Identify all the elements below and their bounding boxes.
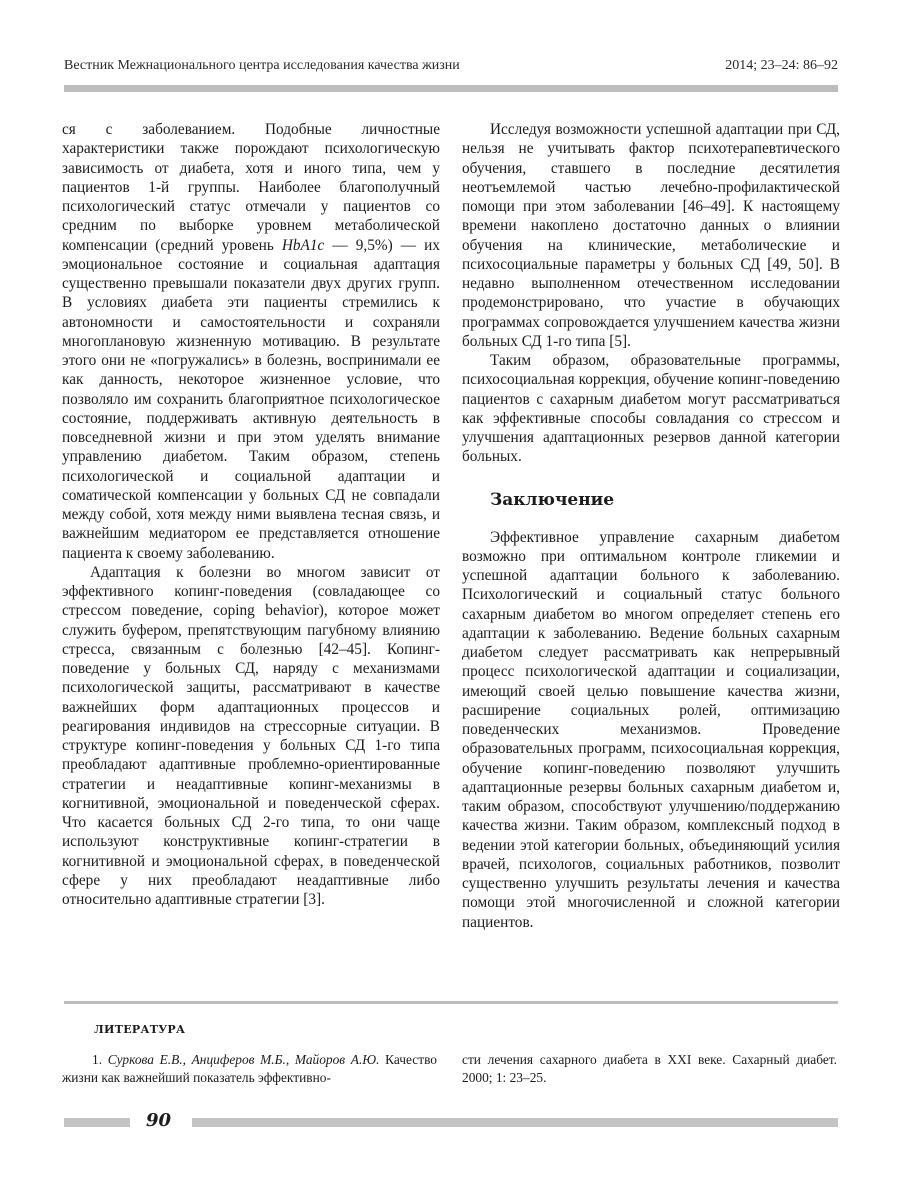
- reference-1-authors: Суркова Е.В., Анциферов М.Б., Майоров А.Ю.: [107, 1052, 380, 1067]
- conclusion-paragraph: Эффективное управление сахарным диабетом возможно при оптимальном контроле гликемии и успешной адаптации больного к заболеванию. Психологический и социальный статус больного сахарным диабетом во многом определяет степень его адаптации к заболеванию. Ведение больных сахарным диабетом следует рассматривать как непрерывный процесс психологической адаптации и социализации, имеющий своей целью повышение качества жизни, расширение социальных ролей, оптимизацию поведенческих механизмов. Проведение образовательных программ, психосоциальная коррекция, обучение копинг-поведению позволяют улучшить адаптационные резервы больных сахарным диабетом и, таким образом, способствуют улучшению/поддержанию качества жизни. Таким образом, комплексный подход в ведении этой категории больных, объединяющий усилия врачей, психологов, социальных работников, позволит существенно улучшить результаты лечения и качества помощи этой многочисленной и сложной категории пациентов.: [462, 528, 840, 931]
- issue-reference: 2014; 23–24: 86–92: [725, 58, 838, 73]
- footer-bar-left: [64, 1118, 130, 1127]
- reference-1: [62, 1051, 437, 1087]
- right-paragraph-1: Исследуя возможности успешной адаптации при СД, нельзя не учитывать фактор психотерапевтического обучения, ставшего в последние десятилетия неотъемлемой частью лечебно-профилактической помощи при этом заболевании [46–49]. К настоящему времени накоплено достаточно данных о влиянии обучения на клинические, метаболические и психосоциальные параметры у больных СД [49, 50]. В недавно выполненном отечественном исследовании продемонстрировано, что участие в обучающих программах сопровождается улучшением качества жизни больных СД 1-го типа [5].: [462, 121, 840, 350]
- references-title: ЛИТЕРАТУРА: [94, 1023, 186, 1036]
- conclusion-heading: Заключение: [490, 489, 615, 510]
- reference-1-number: 1.: [92, 1052, 108, 1067]
- right-column: [462, 120, 840, 932]
- journal-title: Вестник Межнационального центра исследования качества жизни: [64, 58, 460, 73]
- reference-1-continued: сти лечения сахарного диабета в XXI веке. Сахарный диабет. 2000; 1: 23–25.: [462, 1052, 837, 1085]
- references-left-column: [62, 1051, 437, 1087]
- header-rule: [64, 85, 838, 92]
- running-header: [64, 58, 838, 80]
- right-paragraph-2: Таким образом, образовательные программы, психосоциальная коррекция, обучение копинг-поведению пациентов с сахарным диабетом могут рассматриваться как эффективные способы совладания со стрессом и улучшения адаптационных резервов данной категории больных.: [462, 352, 840, 466]
- left-paragraph-1-text-b: — 9,5%) — их эмоциональное состояние и социальная адаптация существенно превышали показатели двух других групп. В условиях диабета эти пациенты стремились к автономности и самостоятельности и сохраняли многоплановую жизненную мотивацию. В результате этого они не «погружались» в болезнь, воспринимали ее как данность, некоторое жизненное условие, что позволяло им сохранить благоприятное психологическое состояние, поддерживать активную деятельность в повседневной жизни и при этом уделять внимание управлению диабетом. Таким образом, степень психологической и социальной адаптации и соматической компенсации у больных СД не совпадали между собой, хотя между ними выявлена тесная связь, и важнейшим медиатором ее представляется отношение пациента к своему заболеванию.: [62, 236, 440, 562]
- reference-1-text-a: Качество жизни как важнейший показатель эффективно-: [62, 1052, 438, 1085]
- page-number: 90: [146, 1110, 172, 1131]
- footer-bar-right: [192, 1118, 838, 1127]
- left-paragraph-2: Адаптация к болезни во многом зависит от эффективного копинг-поведения (совладающее со стрессом поведение, coping behavior), которое может служить буфером, препятствующим пагубному влиянию стресса, связанным с болезнью [42–45]. Копинг-поведение у больных СД, наряду с механизмами психологической защиты, рассматривают в качестве важнейших форм адаптационных процессов и реагирования индивидов на стрессорные ситуации. В структуре копинг-поведения у больных СД 1-го типа преобладают адаптивные проблемно-ориентированные стратегии и неадаптивные копинг-механизмы в когнитивной, эмоциональной и поведенческой сферах. Что касается больных СД 2-го типа, то они чаще используют конструктивные копинг-стратегии в когнитивной и эмоциональной сферах, в поведенческой сфере у них преобладают неадаптивные либо относительно адаптивные стратегии [3].: [62, 563, 440, 908]
- references-right-column: [462, 1051, 837, 1087]
- hba1c-term: HbA1c: [281, 236, 325, 254]
- left-paragraph-1: [62, 120, 440, 563]
- references-divider: [64, 1001, 838, 1004]
- left-paragraph-1-text-a: ся с заболеванием. Подобные личностные характеристики также порождают психологическую зависимость от диабета, хотя и иного типа, чем у пациентов 1-й группы. Наиболее благополучный психологический статус отмечали у пациентов со средним по выборке уровнем метаболической компенсации (средний уровень: [62, 121, 440, 254]
- left-column: [62, 120, 440, 909]
